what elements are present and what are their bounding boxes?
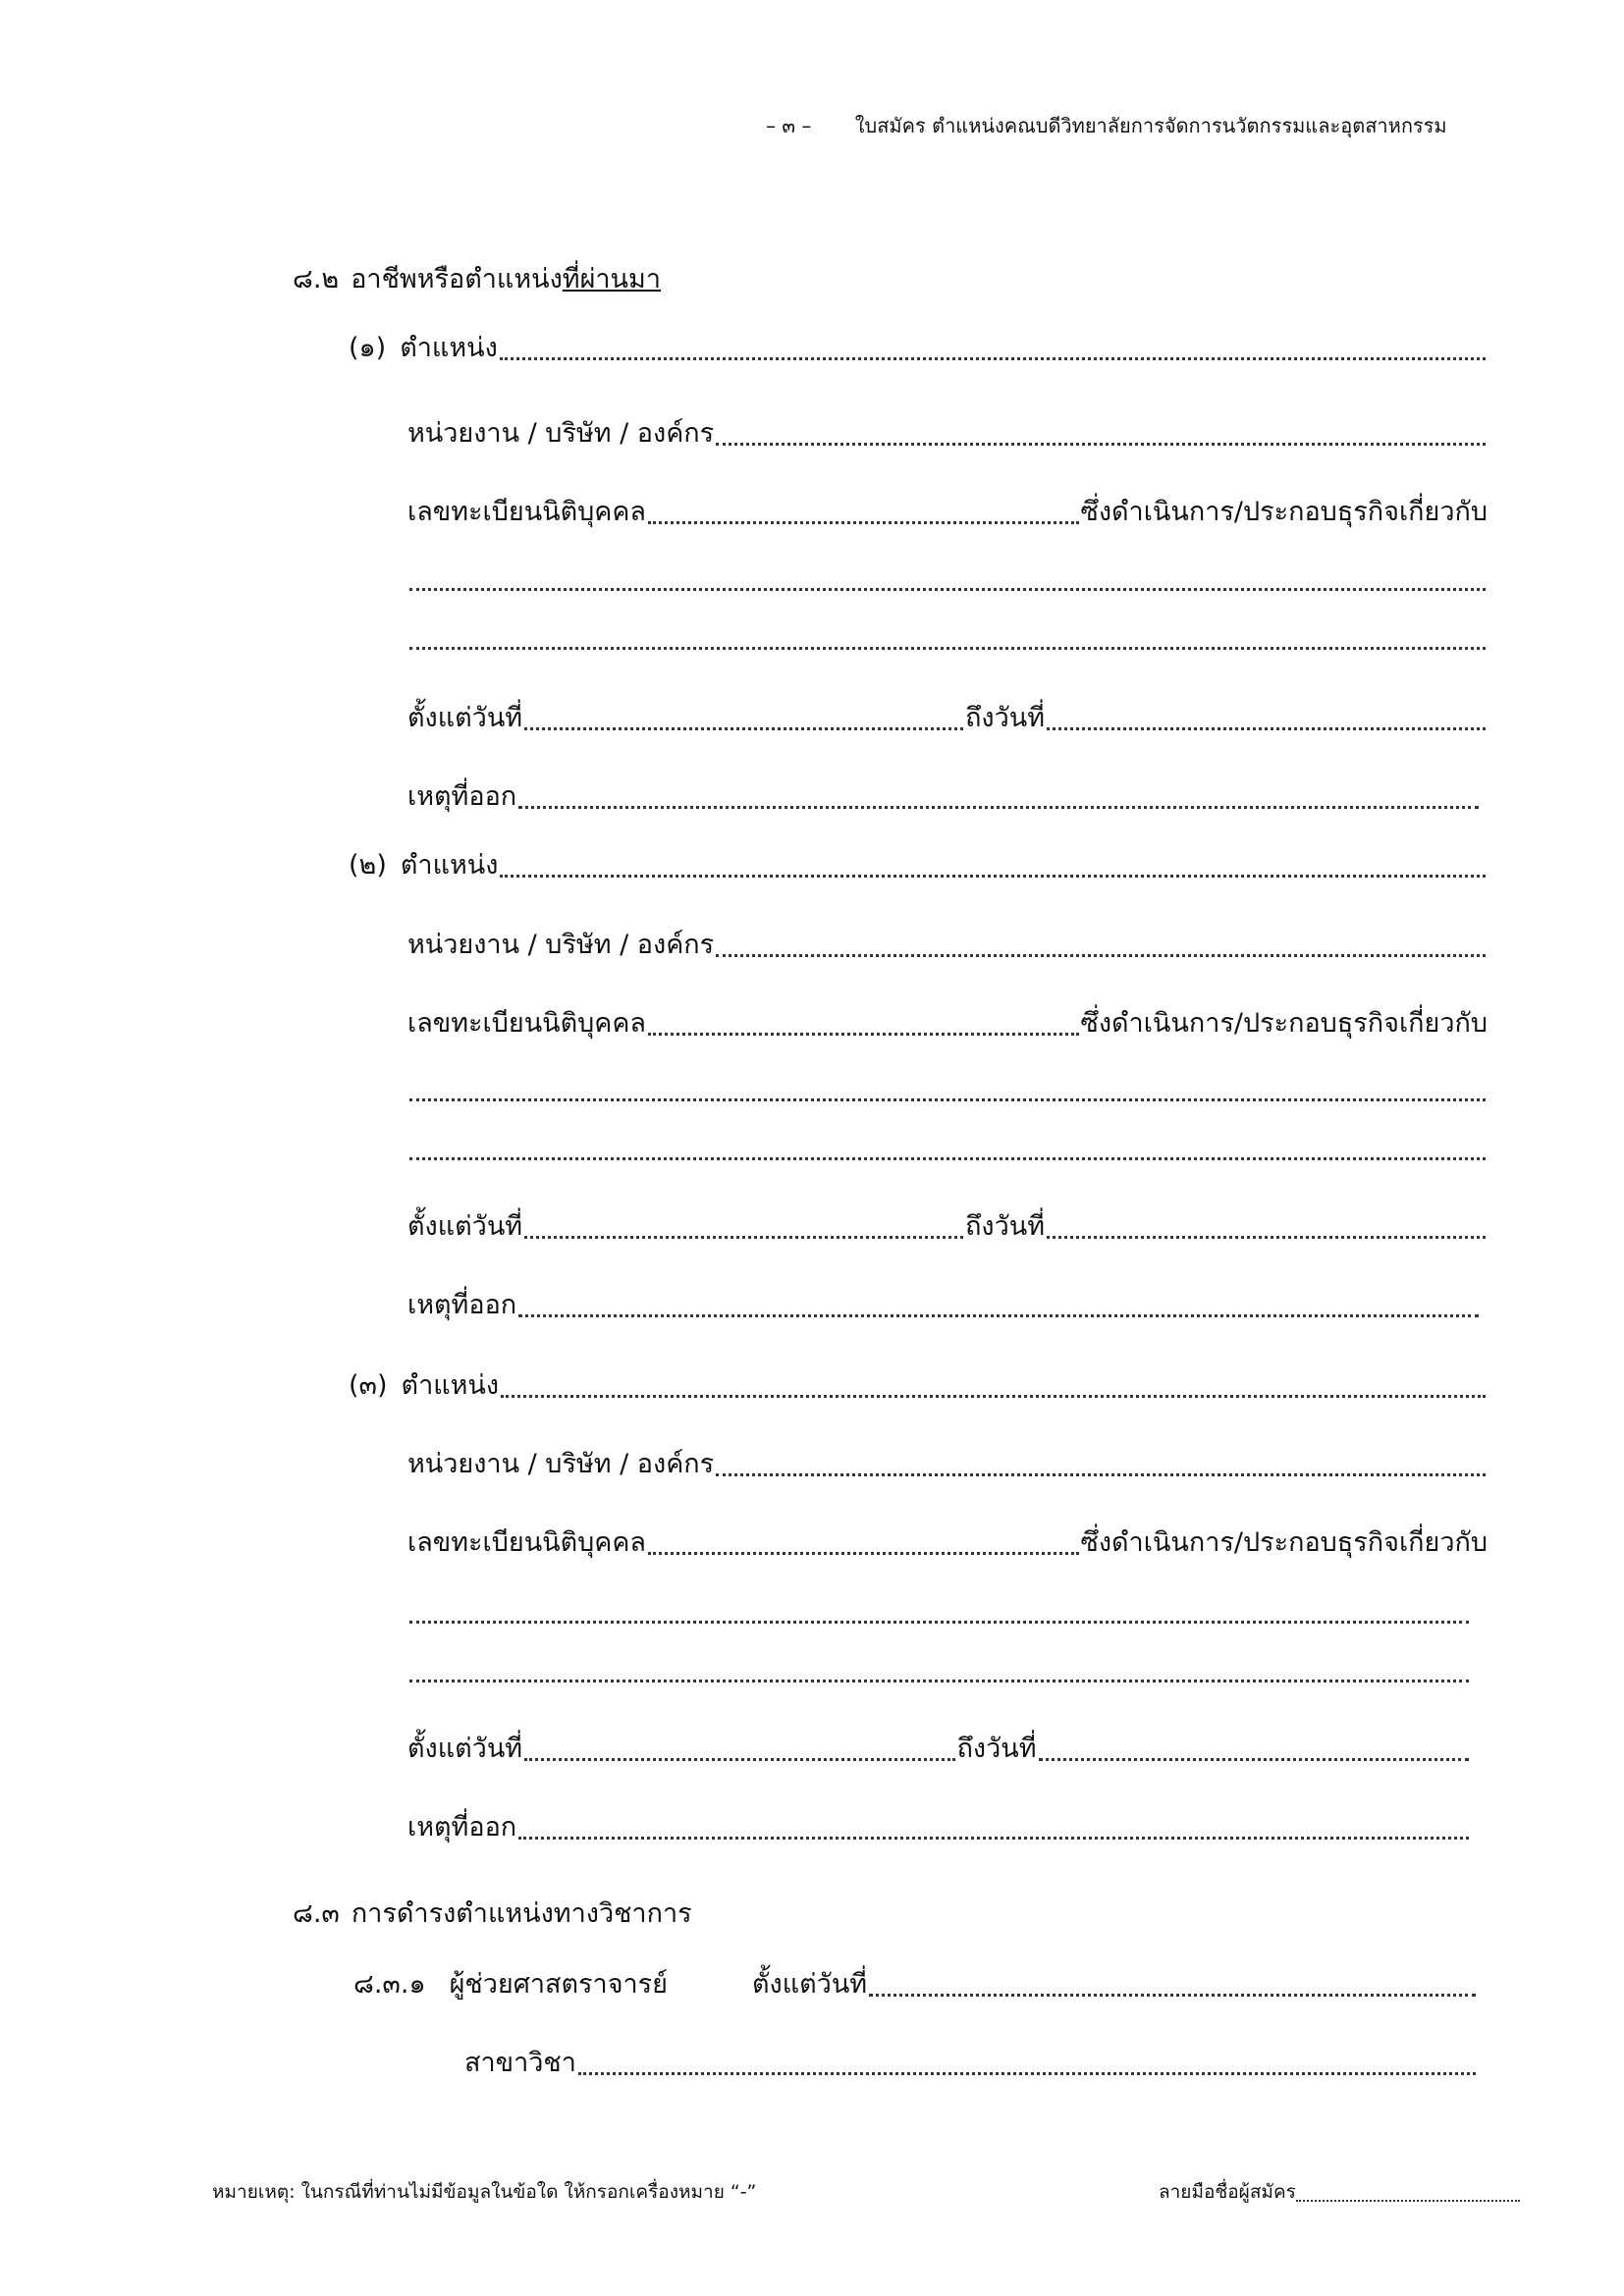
registration-input-line[interactable] [648, 521, 1079, 524]
assistant-professor-field[interactable] [353, 1965, 1478, 2004]
registration-label: เลขทะเบียนนิติบุคคล [407, 497, 646, 527]
position-1-business-line-2[interactable] [407, 618, 1488, 658]
reason-input-line[interactable] [518, 1837, 1469, 1840]
position-2-title-field[interactable] [349, 846, 1488, 885]
position-2-dates-field[interactable] [407, 1207, 1488, 1247]
business-label: ซึ่งดำเนินการ/ประกอบธุรกิจเกี่ยวกับ [1080, 1527, 1488, 1558]
position-3-registration-field[interactable] [407, 1523, 1488, 1563]
business-label: ซึ่งดำเนินการ/ประกอบธุรกิจเกี่ยวกับ [1080, 497, 1488, 527]
position-3-reason-field[interactable] [407, 1808, 1471, 1847]
reason-input-line[interactable] [518, 1314, 1479, 1317]
field-input-line[interactable] [578, 2072, 1476, 2075]
position-input-line[interactable] [501, 1395, 1486, 1398]
position-label: ตำแหน่ง [400, 850, 499, 881]
to-date-label: ถึงวันที่ [965, 1211, 1046, 1242]
to-date-input-line[interactable] [1039, 1758, 1469, 1761]
agency-input-line[interactable] [716, 954, 1486, 957]
position-1-dates-field[interactable] [407, 699, 1488, 738]
position-2-reason-field[interactable] [407, 1286, 1481, 1325]
from-date-input-line[interactable] [524, 1758, 954, 1761]
field-label: สาขาวิชา [464, 2048, 576, 2078]
registration-label: เลขทะเบียนนิติบุคคล [407, 1008, 646, 1039]
business-input-line[interactable] [409, 1157, 1486, 1160]
business-input-line[interactable] [409, 1098, 1486, 1101]
item-number: (๓) [349, 1370, 388, 1401]
business-label: ซึ่งดำเนินการ/ประกอบธุรกิจเกี่ยวกับ [1080, 1008, 1488, 1039]
business-input-line[interactable] [409, 588, 1486, 591]
agency-input-line[interactable] [716, 443, 1486, 446]
position-2-agency-field[interactable] [407, 926, 1488, 965]
position-1-business-line-1[interactable] [407, 560, 1488, 599]
business-input-line[interactable] [409, 647, 1486, 650]
position-2-business-line-1[interactable] [407, 1070, 1488, 1109]
position-1-reason-field[interactable] [407, 777, 1481, 817]
footer-signature[interactable] [1159, 2177, 1520, 2207]
section-number: ๘.๒ [293, 264, 340, 294]
position-3-business-line-1[interactable] [407, 1592, 1471, 1631]
position-1-title-field[interactable] [349, 329, 1488, 368]
from-date-input-line[interactable] [869, 1994, 1476, 1997]
agency-input-line[interactable] [716, 1473, 1486, 1476]
page-header [766, 110, 1551, 141]
from-date-input-line[interactable] [524, 1236, 963, 1239]
registration-input-line[interactable] [648, 1033, 1079, 1036]
signature-input-line[interactable] [1296, 2200, 1520, 2202]
signature-label: ลายมือชื่อผู้สมัคร [1159, 2181, 1296, 2203]
position-label: ตำแหน่ง [401, 1370, 500, 1401]
section-title: อาชีพหรือตำแหน่ง [351, 264, 563, 294]
agency-label: หน่วยงาน / บริษัท / องค์กร [407, 418, 715, 449]
page-number: – ๓ – [766, 114, 812, 137]
from-date-label: ตั้งแต่วันที่ [407, 1211, 523, 1242]
position-2-business-line-2[interactable] [407, 1129, 1488, 1168]
position-input-line[interactable] [500, 875, 1486, 878]
position-input-line[interactable] [500, 357, 1486, 360]
reason-input-line[interactable] [518, 806, 1479, 809]
section-8-3-heading [293, 1892, 692, 1934]
from-date-label: ตั้งแต่วันที่ [407, 1734, 523, 1764]
academic-field-field[interactable] [464, 2044, 1478, 2083]
position-3-title-field[interactable] [349, 1366, 1488, 1406]
business-input-line[interactable] [409, 1621, 1469, 1624]
position-3-dates-field[interactable] [407, 1730, 1471, 1769]
document-title: ใบสมัคร ตำแหน่งคณบดีวิทยาลัยการจัดการนวัตกรรมและอุตสาหกรรม [854, 114, 1447, 137]
subsection-number: ๘.๓.๑ [353, 1969, 426, 2000]
footer-note: หมายเหตุ: ในกรณีที่ท่านไม่มีข้อมูลในข้อใด ให้กรอกเครื่องหมาย “-” [212, 2181, 757, 2203]
agency-label: หน่วยงาน / บริษัท / องค์กร [407, 930, 715, 960]
reason-label: เหตุที่ออก [407, 1290, 517, 1320]
to-date-input-line[interactable] [1047, 1236, 1486, 1239]
business-input-line[interactable] [409, 1680, 1469, 1682]
from-date-label: ตั้งแต่วันที่ [407, 703, 523, 733]
position-label: ตำแหน่ง [400, 333, 498, 363]
section-title-underlined: ที่ผ่านมา [562, 264, 661, 294]
item-number: (๑) [349, 333, 387, 363]
from-date-label: ตั้งแต่วันที่ [752, 1969, 868, 2000]
position-2-registration-field[interactable] [407, 1004, 1488, 1043]
agency-label: หน่วยงาน / บริษัท / องค์กร [407, 1449, 715, 1479]
to-date-input-line[interactable] [1047, 727, 1486, 730]
section-8-2-heading [293, 257, 661, 299]
reason-label: เหตุที่ออก [407, 1812, 517, 1842]
item-number: (๒) [349, 850, 387, 881]
to-date-label: ถึงวันที่ [965, 703, 1046, 733]
section-title: การดำรงตำแหน่งทางวิชาการ [351, 1898, 692, 1929]
to-date-label: ถึงวันที่ [956, 1734, 1037, 1764]
reason-label: เหตุที่ออก [407, 781, 517, 812]
position-3-agency-field[interactable] [407, 1445, 1488, 1484]
rank-label: ผู้ช่วยศาสตราจารย์ [449, 1969, 669, 2000]
from-date-input-line[interactable] [524, 727, 963, 730]
registration-input-line[interactable] [648, 1552, 1079, 1555]
registration-label: เลขทะเบียนนิติบุคคล [407, 1527, 646, 1558]
section-number: ๘.๓ [293, 1898, 340, 1929]
position-1-agency-field[interactable] [407, 414, 1488, 454]
position-1-registration-field[interactable] [407, 493, 1488, 532]
position-3-business-line-2[interactable] [407, 1651, 1471, 1690]
